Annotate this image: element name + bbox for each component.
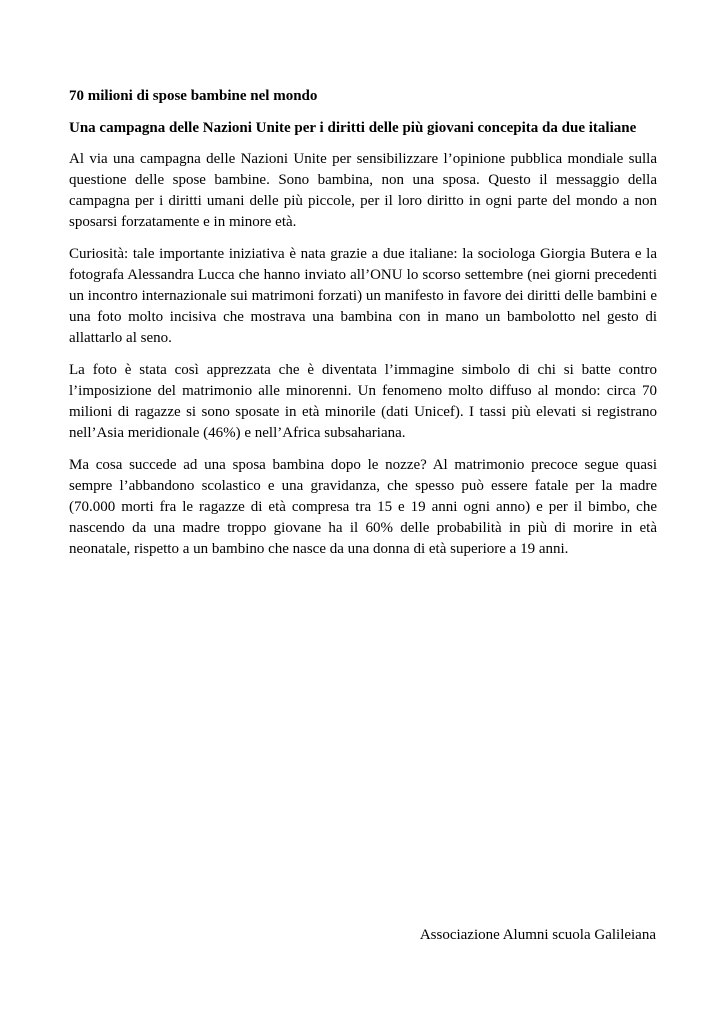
paragraph-1: Al via una campagna delle Nazioni Unite per sensibilizzare l’opinione pubblica mondiale sulla questione delle spose bambine. Sono bambina, non una sposa. Questo il messaggio della campagna per i diritti umani delle più piccole, per il loro diritto in ogni parte del mondo a non sposarsi forzatamente e in minore età. xyxy=(69,151,657,230)
document-body xyxy=(69,86,657,571)
paragraph-3: La foto è stata così apprezzata che è diventata l’immagine simbolo di chi si batte contro l’imposizione del matrimonio alle minorenni. Un fenomeno molto diffuso al mondo: circa 70 milioni di ragazze si sono sposate in età minorile (dati Unicef). I tassi più elevati si registrano nell’Asia meridionale (46%) e nell’Africa subsahariana. xyxy=(69,362,657,441)
footer-signature: Associazione Alumni scuola Galileiana xyxy=(419,927,656,943)
paragraph-4: Ma cosa succede ad una sposa bambina dopo le nozze? Al matrimonio precoce segue quasi sempre l’abbandono scolastico e una gravidanza, che spesso può essere fatale per la madre (70.000 morti fra le ragazze di età compresa tra 15 e 19 anni ogni anno) e per il bimbo, che nascendo da una madre troppo giovane ha il 60% delle probabilità in più di morire in età neonatale, rispetto a un bambino che nasce da una donna di età superiore a 19 anni. xyxy=(69,457,657,557)
article-title: 70 milioni di spose bambine nel mondo xyxy=(69,88,318,104)
paragraph-2: Curiosità: tale importante iniziativa è nata grazie a due italiane: la sociologa Giorgia Butera e la fotografa Alessandra Lucca che hanno inviato all’ONU lo scorso settembre (nei giorni precedenti un incontro internazionale sui matrimoni forzati) un manifesto in favore dei diritti delle bambini e una foto molto incisiva che mostrava una bambina con in mano un bambolotto nel gesto di allattarlo al seno. xyxy=(69,246,657,346)
article-subtitle: Una campagna delle Nazioni Unite per i diritti delle più giovani concepita da due italiane xyxy=(69,120,637,136)
